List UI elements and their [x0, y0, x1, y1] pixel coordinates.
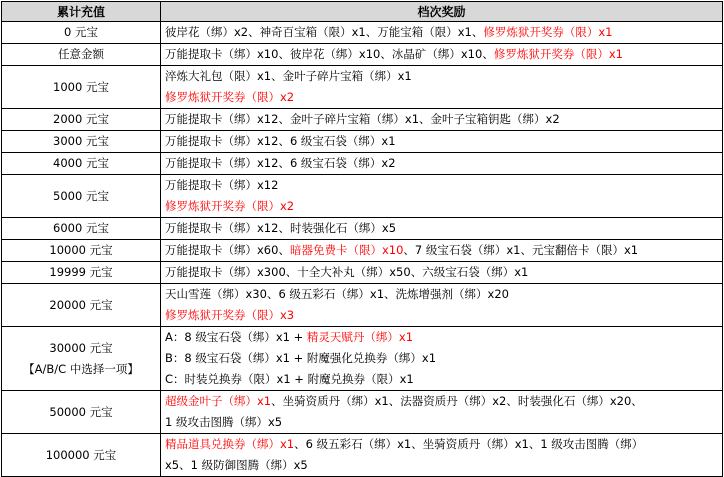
reward-line [165, 218, 722, 239]
reward-line [165, 87, 722, 108]
reward-text: 、6 级五彩石（绑）x1、坐骑资质丹（绑）x1、1 级攻击图腾（绑） [294, 437, 644, 451]
reward-cell [161, 109, 723, 131]
recharge-amount-cell [2, 153, 161, 175]
reward-line [165, 240, 722, 261]
reward-line [165, 66, 722, 87]
reward-line [165, 305, 722, 326]
table-row [2, 153, 723, 175]
recharge-amount-cell [2, 44, 161, 66]
reward-text: 万能提取卡（绑）x60、 [165, 243, 290, 257]
reward-line [165, 153, 722, 174]
recharge-amount-cell [2, 284, 161, 327]
recharge-amount-cell [2, 391, 161, 434]
reward-text: 1 级攻击图腾（绑）x5 [165, 415, 283, 429]
reward-cell [161, 284, 723, 327]
recharge-amount: 4000 元宝 [53, 156, 109, 170]
recharge-amount-cell [2, 175, 161, 218]
reward-cell [161, 391, 723, 434]
recharge-amount-cell [2, 66, 161, 109]
recharge-amount: 0 元宝 [64, 25, 98, 39]
recharge-amount: 50000 元宝 [49, 404, 113, 419]
reward-text: 万能提取卡（绑）x12、时装强化石（绑）x5 [165, 221, 397, 235]
header-tier-rewards: 档次奖励 [161, 2, 723, 22]
table-row [2, 131, 723, 153]
table-row [2, 44, 723, 66]
reward-text: 万能提取卡（绑）x10、彼岸花（绑）x10、冰晶矿（绑）x10、 [165, 47, 494, 61]
recharge-amount: 3000 元宝 [53, 134, 109, 148]
reward-text: x5、1 级防御图腾（绑）x5 [165, 458, 308, 472]
recharge-amount: 19999 元宝 [49, 265, 113, 279]
reward-text: 、7 级宝石袋（绑）x1、元宝翻倍卡（限）x1 [403, 243, 639, 257]
reward-line [165, 196, 722, 217]
table-header-row [2, 2, 723, 22]
table-row [2, 240, 723, 262]
reward-line [165, 348, 722, 369]
highlighted-reward-text: 精品道具兑换券（绑）x1 [165, 437, 295, 451]
reward-cell [161, 327, 723, 391]
recharge-amount: 100000 元宝 [45, 447, 117, 462]
reward-text: 彼岸花（绑）x2、神奇百宝箱（限）x1、万能宝箱（限）x1、 [165, 25, 484, 39]
recharge-amount-cell [2, 131, 161, 153]
reward-cell [161, 44, 723, 66]
recharge-amount: 任意金额 [58, 47, 104, 61]
table-row [2, 434, 723, 477]
reward-text: 万能提取卡（绑）x12 [165, 178, 279, 192]
recharge-amount: 5000 元宝 [53, 188, 109, 203]
reward-line [165, 131, 722, 152]
table-row [2, 22, 723, 44]
recharge-amount: 10000 元宝 [49, 243, 113, 257]
table-row [2, 284, 723, 327]
reward-text: 天山雪莲（绑）x30、6 级五彩石（绑）x1、洗炼增强剂（绑）x20 [165, 287, 509, 301]
recharge-amount: 2000 元宝 [53, 112, 109, 126]
reward-line [165, 44, 722, 65]
reward-line [165, 412, 722, 433]
reward-text: 万能提取卡（绑）x300、十全大补丸（绑）x50、六级宝石袋（绑）x1 [165, 265, 529, 279]
highlighted-reward-text: 修罗炼狱开奖券（限）x3 [165, 308, 295, 322]
highlighted-reward-text: 精灵天赋丹（绑）x1 [306, 330, 414, 344]
highlighted-reward-text: 超级金叶子（绑）x1 [165, 394, 272, 408]
recharge-amount: 6000 元宝 [53, 221, 109, 235]
reward-table [1, 1, 723, 477]
reward-text: 万能提取卡（绑）x12、金叶子碎片宝箱（绑）x1、金叶子宝箱钥匙（绑）x2 [165, 112, 560, 126]
highlighted-reward-text: 修罗炼狱开奖券（限）x1 [483, 25, 613, 39]
highlighted-reward-text: 修罗炼狱开奖券（限）x1 [493, 47, 623, 61]
recharge-amount-cell [2, 434, 161, 477]
table-row [2, 218, 723, 240]
recharge-amount-cell [2, 218, 161, 240]
recharge-amount-cell [2, 240, 161, 262]
reward-cell [161, 240, 723, 262]
highlighted-reward-text: 暗器免费卡（限）x10 [289, 243, 404, 257]
table-row [2, 175, 723, 218]
highlighted-reward-text: 修罗炼狱开奖券（限）x2 [165, 90, 295, 104]
table-row [2, 327, 723, 391]
reward-text: B：8 级宝石袋（绑）x1 + 附魔强化兑换券（绑）x1 [165, 351, 437, 365]
recharge-amount: 1000 元宝 [53, 79, 109, 94]
reward-cell [161, 434, 723, 477]
reward-line [165, 455, 722, 476]
table-row [2, 262, 723, 284]
reward-line [165, 175, 722, 196]
reward-line [165, 327, 722, 348]
reward-text: A：8 级宝石袋（绑）x1 + [165, 330, 307, 344]
reward-cell [161, 262, 723, 284]
reward-line [165, 284, 722, 305]
reward-cell [161, 131, 723, 153]
header-cumulative-recharge: 累计充值 [2, 2, 161, 22]
recharge-amount-cell [2, 22, 161, 44]
reward-line [165, 434, 722, 455]
recharge-amount-cell [2, 327, 161, 391]
reward-cell [161, 175, 723, 218]
reward-cell [161, 22, 723, 44]
reward-cell [161, 153, 723, 175]
reward-line [165, 262, 722, 283]
table-row [2, 109, 723, 131]
reward-text: 万能提取卡（绑）x12、6 级宝石袋（绑）x1 [165, 134, 396, 148]
recharge-amount: 【A/B/C 中选择一项】 [23, 361, 139, 376]
reward-text: C：时装兑换券（限）x1 + 附魔兑换券（限）x1 [165, 372, 414, 386]
reward-line [165, 22, 722, 43]
table-row [2, 391, 723, 434]
recharge-amount-cell [2, 262, 161, 284]
reward-text: 淬炼大礼包（限）x1、金叶子碎片宝箱（绑）x1 [165, 69, 412, 83]
reward-line [165, 391, 722, 412]
reward-cell [161, 66, 723, 109]
reward-cell [161, 218, 723, 240]
reward-line [165, 109, 722, 130]
highlighted-reward-text: 修罗炼狱开奖券（限）x2 [165, 199, 295, 213]
recharge-amount: 20000 元宝 [49, 297, 113, 312]
table-body [2, 22, 723, 477]
reward-text: 、坐骑资质丹（绑）x1、法器资质丹（绑）x2、时装强化石（绑）x20、 [271, 394, 643, 408]
reward-line [165, 369, 722, 390]
recharge-amount-cell [2, 109, 161, 131]
table-row [2, 66, 723, 109]
recharge-amount: 30000 元宝 [49, 340, 113, 355]
reward-text: 万能提取卡（绑）x12、6 级宝石袋（绑）x2 [165, 156, 396, 170]
